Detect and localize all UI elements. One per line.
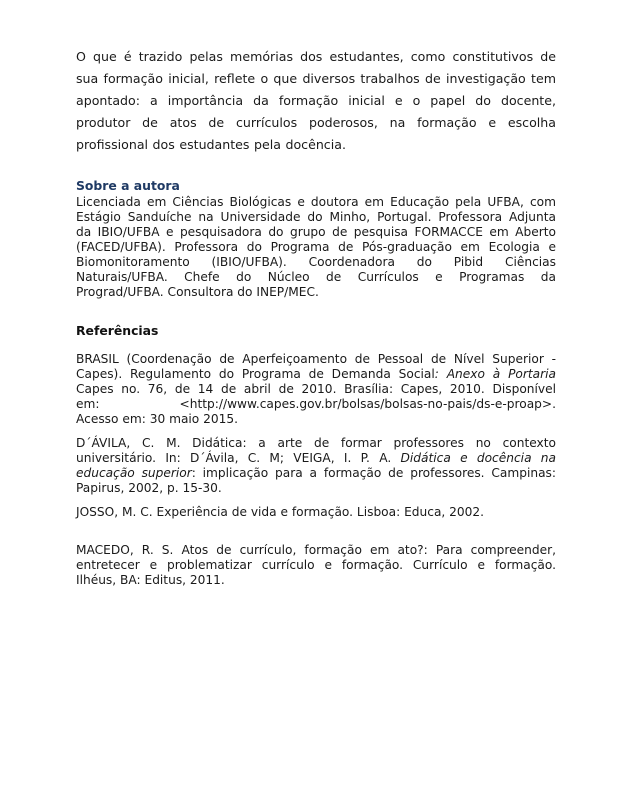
intro-line: O que é trazido pelas memórias dos estudantes, como constitutivos de bbox=[76, 49, 556, 64]
intro-paragraph bbox=[76, 46, 556, 156]
intro-line: profissional dos estudantes pela docência. bbox=[76, 137, 346, 152]
reference-line: Acesso em: 30 maio 2015. bbox=[76, 412, 239, 426]
reference-davila bbox=[76, 436, 556, 496]
reference-macedo bbox=[76, 543, 556, 588]
reference-line bbox=[76, 367, 556, 382]
reference-josso bbox=[76, 505, 556, 520]
reference-text: : Anexo à Portaria bbox=[434, 367, 556, 381]
reference-book-title: educação superior bbox=[76, 466, 192, 480]
about-line: Naturais/UFBA. Chefe do Núcleo de Currículos e Programas da bbox=[76, 270, 556, 284]
reference-text: : implicação para a formação de professores. Campinas: bbox=[191, 466, 556, 480]
reference-book-title: Didática e docência na bbox=[400, 451, 557, 465]
about-line: Licenciada em Ciências Biológicas e doutora em Educação pela UFBA, com bbox=[76, 195, 556, 209]
reference-line: entretecer e problematizar currículo e formação. Currículo e formação. bbox=[76, 558, 556, 572]
about-line: (FACED/UFBA). Professora do Programa de Pós-graduação em Ecologia e bbox=[76, 240, 556, 254]
about-line: da IBIO/UFBA e pesquisadora do grupo de pesquisa FORMACCE em Aberto bbox=[76, 225, 556, 239]
reference-line: Capes no. 76, de 14 de abril de 2010. Brasília: Capes, 2010. Disponível bbox=[76, 382, 556, 396]
about-line: Biomonitoramento (IBIO/UFBA). Coordenadora do Pibid Ciências bbox=[76, 255, 556, 269]
reference-text: universitário. In: D´Ávila, C. M; VEIGA, I. P. A. bbox=[76, 451, 401, 465]
about-author-paragraph bbox=[76, 195, 556, 300]
about-line: Estágio Sanduíche na Universidade do Minho, Portugal. Professora Adjunta bbox=[76, 210, 556, 224]
about-line: Prograd/UFBA. Consultora do INEP/MEC. bbox=[76, 285, 319, 299]
about-author-heading: Sobre a autora bbox=[76, 178, 180, 193]
reference-line: MACEDO, R. S. Atos de currículo, formação em ato?: Para compreender, bbox=[76, 543, 556, 557]
reference-line: D´ÁVILA, C. M. Didática: a arte de formar professores no contexto bbox=[76, 436, 556, 450]
intro-line: apontado: a importância da formação inicial e o papel do docente, bbox=[76, 93, 556, 108]
reference-line: JOSSO, M. C. Experiência de vida e formação. Lisboa: Educa, 2002. bbox=[76, 505, 485, 519]
reference-line bbox=[76, 451, 556, 466]
references-heading: Referências bbox=[76, 323, 159, 338]
reference-line bbox=[76, 466, 556, 481]
reference-line: em: <http://www.capes.gov.br/bolsas/bolsas-no-pais/ds-e-proap>. bbox=[76, 397, 556, 411]
reference-brasil bbox=[76, 352, 556, 427]
intro-line: sua formação inicial, reflete o que diversos trabalhos de investigação tem bbox=[76, 71, 556, 86]
reference-line: Papirus, 2002, p. 15-30. bbox=[76, 481, 222, 495]
reference-line: Ilhéus, BA: Editus, 2011. bbox=[76, 573, 225, 587]
reference-text: Capes). Regulamento do Programa de Demanda Social bbox=[76, 367, 435, 381]
intro-line: produtor de atos de currículos poderosos, na formação e escolha bbox=[76, 115, 556, 130]
reference-line: BRASIL (Coordenação de Aperfeiçoamento de Pessoal de Nível Superior - bbox=[76, 352, 556, 366]
